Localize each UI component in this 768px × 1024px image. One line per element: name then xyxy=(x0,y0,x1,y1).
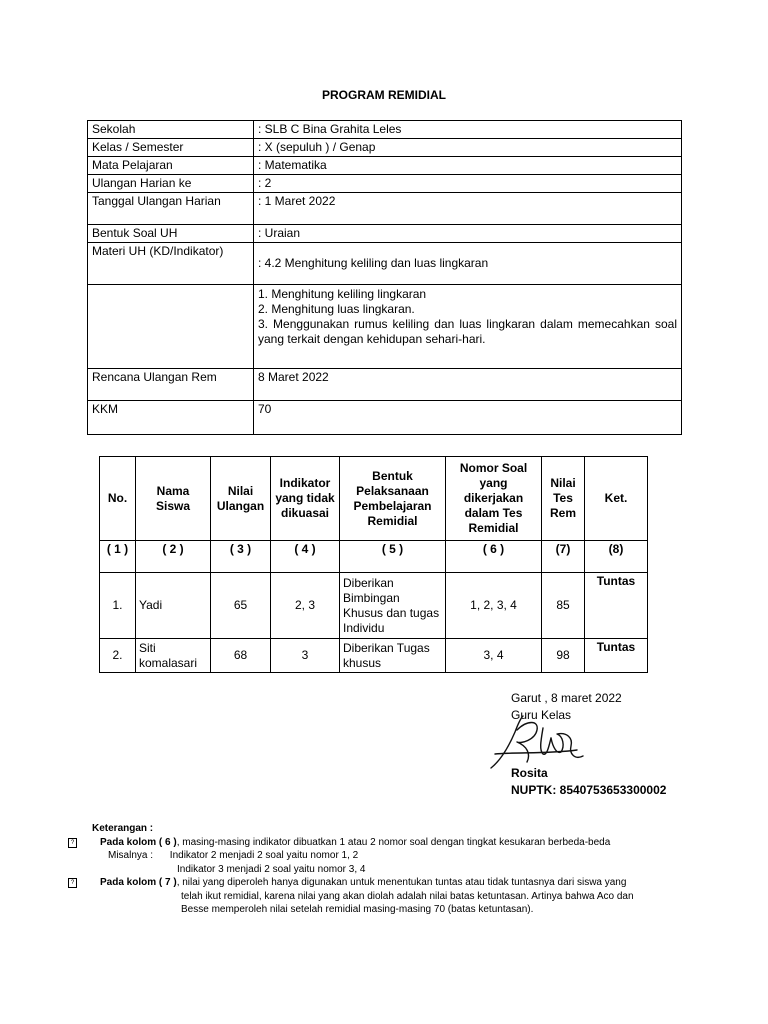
note-label: Pada kolom ( 6 ) xyxy=(100,836,177,848)
info-value: 70 xyxy=(254,401,682,435)
info-key: Rencana Ulangan Rem xyxy=(88,369,254,401)
info-value: : Uraian xyxy=(254,225,682,243)
place-date: Garut , 8 maret 2022 xyxy=(511,691,622,705)
indicator-list xyxy=(254,285,682,369)
column-header: Nilai Tes Rem xyxy=(542,457,585,541)
info-row xyxy=(88,369,682,401)
indicator-item: 2. Menghitung luas lingkaran. xyxy=(258,302,415,316)
info-key: Kelas / Semester xyxy=(88,139,254,157)
info-value: : 2 xyxy=(254,175,682,193)
column-number: (7) xyxy=(542,541,585,573)
materi-value: : 4.2 Menghitung keliling dan luas lingkaran xyxy=(258,256,489,270)
column-header: Ket. xyxy=(585,457,648,541)
info-key: Materi UH (KD/Indikator) xyxy=(88,243,254,285)
cell-nilai-tes: 98 xyxy=(542,639,585,673)
handwritten-signature xyxy=(487,710,597,776)
remedial-table xyxy=(99,456,648,673)
info-table xyxy=(87,120,682,435)
note-text: , masing-masing indikator dibuatkan 1 atau 2 nomor soal dengan tingkat kesukaran berbeda-beda xyxy=(176,836,611,848)
column-header: Indikator yang tidak dikuasai xyxy=(271,457,340,541)
column-header: Nama Siswa xyxy=(136,457,211,541)
info-row xyxy=(88,139,682,157)
example-text-2: Indikator 3 menjadi 2 soal yaitu nomor 3, 4 xyxy=(177,863,366,875)
info-key: Sekolah xyxy=(88,121,254,139)
note-item xyxy=(72,836,692,850)
note-text-line: Besse memperoleh nilai setelah remidial masing-masing 70 (batas ketuntasan). xyxy=(181,904,534,915)
column-header: No. xyxy=(100,457,136,541)
cell-indikator: 3 xyxy=(271,639,340,673)
indicator-item: 1. Menghitung keliling lingkaran xyxy=(258,287,427,301)
info-value: : X (sepuluh ) / Genap xyxy=(254,139,682,157)
column-header: Nomor Soal yang dikerjakan dalam Tes Remidial xyxy=(446,457,542,541)
column-number: ( 3 ) xyxy=(211,541,271,573)
info-value: : SLB C Bina Grahita Leles xyxy=(254,121,682,139)
column-header: Bentuk Pelaksanaan Pembelajaran Remidial xyxy=(340,457,446,541)
column-number: ( 1 ) xyxy=(100,541,136,573)
column-header: Nilai Ulangan xyxy=(211,457,271,541)
cell-nama: Siti komalasari xyxy=(136,639,211,673)
note-label: Pada kolom ( 7 ) xyxy=(100,877,177,888)
info-key: Ulangan Harian ke xyxy=(88,175,254,193)
info-row xyxy=(88,401,682,435)
note-text: , nilai yang diperoleh hanya digunakan untuk menentukan tuntas atau tidak tuntasnya dari siswa yang xyxy=(176,877,627,888)
cell-ket: Tuntas xyxy=(585,639,648,673)
info-key-empty xyxy=(88,285,254,369)
signer-name: Rosita xyxy=(511,766,548,780)
cell-ket: Tuntas xyxy=(585,573,648,639)
table-row xyxy=(100,573,648,639)
cell-nomor: 1, 2, 3, 4 xyxy=(446,573,542,639)
cell-no: 2. xyxy=(100,639,136,673)
info-key: Bentuk Soal UH xyxy=(88,225,254,243)
info-value: : 1 Maret 2022 xyxy=(254,193,682,225)
info-key: Tanggal Ulangan Harian xyxy=(88,193,254,225)
info-key: KKM xyxy=(88,401,254,435)
column-number: ( 5 ) xyxy=(340,541,446,573)
checkbox-icon: ? xyxy=(68,878,77,888)
info-row xyxy=(88,121,682,139)
column-number: ( 6 ) xyxy=(446,541,542,573)
cell-no: 1. xyxy=(100,573,136,639)
cell-nilai: 68 xyxy=(211,639,271,673)
info-row xyxy=(88,193,682,225)
info-row xyxy=(88,243,682,285)
notes-heading: Keterangan : xyxy=(92,823,154,834)
column-number: (8) xyxy=(585,541,648,573)
info-key: Mata Pelajaran xyxy=(88,157,254,175)
info-row xyxy=(88,175,682,193)
column-number-row xyxy=(100,541,648,573)
cell-nama: Yadi xyxy=(136,573,211,639)
cell-bentuk: Diberikan Tugas khusus xyxy=(340,639,446,673)
header-row xyxy=(100,457,648,541)
cell-indikator: 2, 3 xyxy=(271,573,340,639)
example-label: Misalnya : xyxy=(108,850,154,861)
signer-nuptk: NUPTK: 8540753653300002 xyxy=(511,783,667,797)
cell-bentuk: Diberikan Bimbingan Khusus dan tugas Individu xyxy=(340,573,446,639)
indicator-item: 3. Menggunakan rumus keliling dan luas lingkaran dalam memecahkan soal yang terkait dengan kehidupan sehari-hari. xyxy=(258,317,677,346)
note-text-line: telah ikut remidial, karena nilai yang akan diolah adalah nilai batas ketuntasan. Artinya bahwa Aco dan xyxy=(181,890,634,902)
table-row xyxy=(100,639,648,673)
document-title: PROGRAM REMIDIAL xyxy=(322,88,446,102)
example-text: Indikator 2 menjadi 2 soal yaitu nomor 1, 2 xyxy=(169,850,359,861)
cell-nomor: 3, 4 xyxy=(446,639,542,673)
info-value xyxy=(254,243,682,285)
note-item xyxy=(72,876,692,890)
info-value: 8 Maret 2022 xyxy=(254,369,682,401)
info-row xyxy=(88,157,682,175)
info-value: : Matematika xyxy=(254,157,682,175)
checkbox-icon: ? xyxy=(68,838,77,848)
notes-section xyxy=(72,822,692,917)
info-row xyxy=(88,225,682,243)
column-number: ( 2 ) xyxy=(136,541,211,573)
cell-nilai: 65 xyxy=(211,573,271,639)
note-example xyxy=(72,849,692,863)
indicator-row xyxy=(88,285,682,369)
cell-nilai-tes: 85 xyxy=(542,573,585,639)
signer-role: Guru Kelas xyxy=(511,708,572,722)
column-number: ( 4 ) xyxy=(271,541,340,573)
